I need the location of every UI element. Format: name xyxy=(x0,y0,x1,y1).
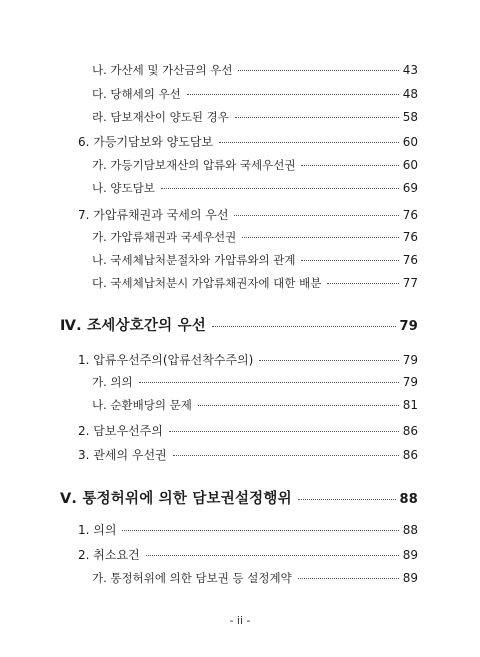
toc-entry-title: 가. 통정허위에 의한 담보권 등 설정계약 xyxy=(92,571,292,585)
dot-leader xyxy=(219,142,399,143)
toc-entry-page: 43 xyxy=(402,63,418,77)
toc-entry-page: 60 xyxy=(402,135,418,149)
toc-entry-page: 89 xyxy=(402,548,418,562)
toc-entry-title: 라. 담보재산이 양도된 경우 xyxy=(92,110,229,124)
dot-leader xyxy=(234,215,398,216)
page-number-footer: - ii - xyxy=(229,614,251,627)
dot-leader xyxy=(139,382,399,383)
dot-leader xyxy=(235,117,399,118)
toc-entry-page: 79 xyxy=(402,375,418,389)
toc-entry xyxy=(92,180,418,196)
dot-leader xyxy=(169,431,399,432)
toc-entry xyxy=(92,252,418,268)
toc-entry xyxy=(78,351,418,368)
toc-entry-page: 69 xyxy=(402,181,418,195)
toc-entry-page: 81 xyxy=(402,398,418,412)
toc-entry xyxy=(92,229,418,245)
dot-leader xyxy=(238,70,398,71)
dot-leader xyxy=(242,237,398,238)
toc-entry-title: 나. 양도담보 xyxy=(92,181,155,195)
toc-entry xyxy=(78,546,418,563)
toc-entry-page: 89 xyxy=(402,571,418,585)
toc-entry xyxy=(92,109,418,125)
toc-entry-title: 1. 압류우선주의(압류선착수주의) xyxy=(78,353,254,367)
toc-entry-page: 76 xyxy=(402,208,418,222)
dot-leader xyxy=(301,260,398,261)
toc-entry xyxy=(92,86,418,102)
toc-entry-page: 48 xyxy=(402,87,418,101)
dot-leader xyxy=(259,360,398,361)
toc-entry-page: 76 xyxy=(402,230,418,244)
dot-leader xyxy=(298,499,396,500)
dot-leader xyxy=(146,555,399,556)
toc-entry-page: 58 xyxy=(402,110,418,124)
toc-entry xyxy=(92,62,418,78)
toc-entry-title: 7. 가압류채권과 국세의 우선 xyxy=(78,208,229,222)
toc-chapter-entry xyxy=(60,314,418,335)
toc-entry xyxy=(78,521,418,538)
toc-chapter-entry xyxy=(60,487,418,508)
toc-entry-title: 나. 가산세 및 가산금의 우선 xyxy=(92,63,233,77)
toc-entry-page: 86 xyxy=(402,448,418,462)
dot-leader xyxy=(212,326,396,327)
toc-entry-title: 1. 의의 xyxy=(78,523,117,537)
toc-entry-title: Ⅳ. 조세상호간의 우선 xyxy=(60,318,206,334)
dot-leader xyxy=(122,530,398,531)
dot-leader xyxy=(298,578,399,579)
toc-entry-page: 79 xyxy=(402,353,418,367)
dot-leader xyxy=(327,283,398,284)
toc-entry xyxy=(92,570,418,586)
dot-leader xyxy=(301,165,398,166)
toc-entry-title: 6. 가등기담보와 양도담보 xyxy=(78,135,213,149)
toc-entry xyxy=(92,157,418,173)
toc-entry xyxy=(92,275,418,291)
toc-entry-title: 3. 관세의 우선권 xyxy=(78,448,167,462)
toc-entry-title: 다. 당해세의 우선 xyxy=(92,87,181,101)
toc-entry-title: 다. 국세체납처분시 가압류채권자에 대한 배분 xyxy=(92,276,322,290)
dot-leader xyxy=(187,94,399,95)
toc-entry-title: 나. 국세체납처분절차와 가압류와의 관계 xyxy=(92,253,296,267)
toc-entry xyxy=(78,422,418,439)
toc-entry-page: 77 xyxy=(402,276,418,290)
toc-entry-page: 88 xyxy=(399,492,418,507)
dot-leader xyxy=(173,455,399,456)
toc-entry xyxy=(78,133,418,150)
toc-entry xyxy=(92,374,418,390)
toc-entry-title: 가. 가압류채권과 국세우선권 xyxy=(92,230,237,244)
toc-entry-title: 2. 취소요건 xyxy=(78,548,140,562)
toc-entry-title: Ⅴ. 통정허위에 의한 담보권설정행위 xyxy=(60,491,292,507)
dot-leader xyxy=(161,188,399,189)
toc-entry-title: 가. 의의 xyxy=(92,375,133,389)
toc-entry xyxy=(78,206,418,223)
toc-entry-page: 86 xyxy=(402,424,418,438)
toc-entry-page: 76 xyxy=(402,253,418,267)
toc-entry-page: 88 xyxy=(402,523,418,537)
toc-entry xyxy=(92,397,418,413)
toc-entry-page: 60 xyxy=(402,158,418,172)
toc-entry xyxy=(78,446,418,463)
toc-entry-title: 2. 담보우선주의 xyxy=(78,424,163,438)
dot-leader xyxy=(198,405,399,406)
toc-entry-title: 가. 가등기담보재산의 압류와 국세우선권 xyxy=(92,158,296,172)
toc-entry-page: 79 xyxy=(399,319,418,334)
toc-entry-title: 나. 순환배당의 문제 xyxy=(92,398,192,412)
